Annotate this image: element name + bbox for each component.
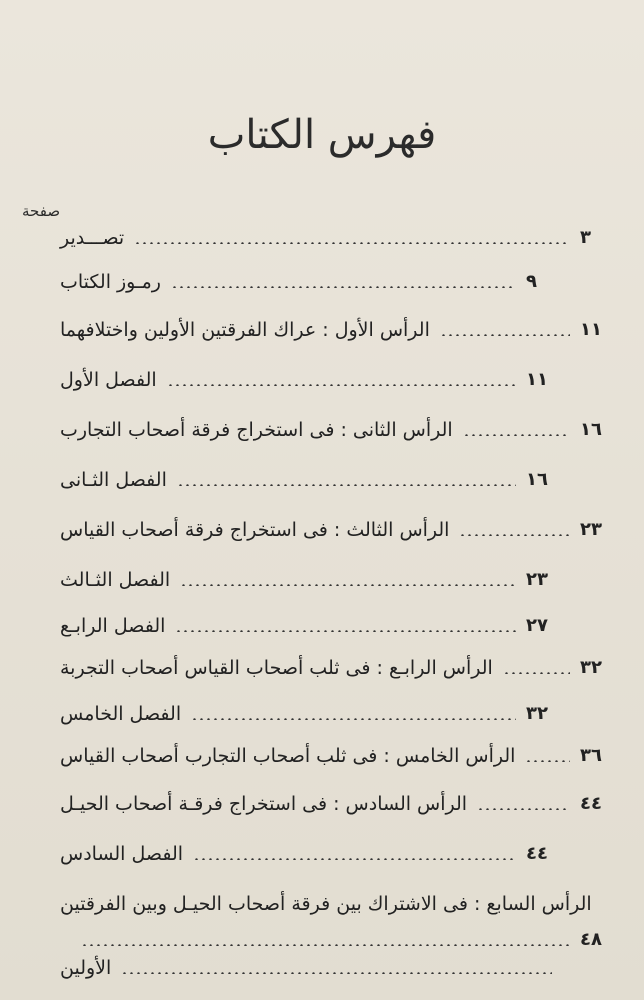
dot-leader [134,242,570,244]
toc-entry-title: الرأس السادس : فى استخراج فرقـة أصحاب الحيـل [60,792,468,815]
dot-leader [459,534,570,536]
toc-entry-page: ٢٣ [580,519,602,541]
toc-entry [60,648,616,688]
dot-leader [175,630,516,632]
toc-entry-page: ٣ [580,227,591,249]
dot-leader [121,972,552,974]
toc-entry [60,694,562,734]
toc-entry-title: تصـــدير [60,226,125,249]
dot-leader [525,760,570,762]
toc-entry [60,736,616,776]
toc-entry-page: ١١ [526,369,548,391]
dot-leader [193,858,516,860]
toc-entry [60,784,616,824]
toc-entry [60,360,562,400]
toc-entry-title: الرأس الخامس : فى ثلب أصحاب التجارب أصحاب القياس [60,744,516,767]
dot-leader [171,286,516,288]
toc-entry-title: الفصل الثـالث [60,568,171,591]
toc-entry-page: ٩ [526,271,537,293]
toc-entry [60,560,562,600]
toc-entry-title: الفصل الثـانى [60,468,167,491]
toc-entry-title: الأولين [60,956,112,979]
toc-entry-title: الرأس الأول : عراك الفرقتين الأولين واختلافهما [60,318,430,341]
dot-leader [503,672,570,674]
toc-entry [60,510,616,550]
toc-entry-page: ٤٤ [526,843,548,865]
toc-entry-page: ٣٢ [580,657,602,679]
toc-entry-page: ٢٣ [526,569,548,591]
toc-entry-title: الفصل السادس [60,842,184,865]
toc-entry-second-line [60,948,562,988]
dot-leader [81,944,570,946]
toc-entry [60,606,562,646]
toc-entry-title: الفصل الرابـع [60,614,166,637]
toc-entry [60,460,562,500]
toc-entry-title: الرأس الثالث : فى استخراج فرقة أصحاب القياس [60,518,450,541]
toc-entry-page: ٣٢ [526,703,548,725]
toc-entry-page: ١٦ [526,469,548,491]
dot-leader [177,484,516,486]
toc-entry [60,834,562,874]
dot-leader [477,808,570,810]
toc-entry-page: ٣٦ [580,745,602,767]
toc-entry-title: رمـوز الكتاب [60,270,161,293]
toc-entry-page: ١١ [580,319,602,341]
dot-leader [191,718,516,720]
toc-entry-title: الرأس الثانى : فى استخراج فرقة أصحاب التجارب [60,418,453,441]
toc-entry-page: ١٦ [580,419,602,441]
toc-entry-title: الفصل الأول [60,368,157,391]
toc-entry-title: الرأس السابع : فى الاشتراك بين فرقة أصحاب الحيـل وبين الفرقتين [60,893,592,915]
toc-entry-title: الرأس الرابـع : فى ثلب أصحاب القياس أصحاب التجربة [60,656,493,679]
page-title: فهرس الكتاب [207,112,437,158]
dot-leader [463,434,570,436]
toc-entry [60,218,616,258]
dot-leader [167,384,516,386]
toc-entry [60,310,616,350]
toc-entry-page: ٤٤ [580,793,602,815]
toc-entry-page: ٤٨ [580,929,602,951]
dot-leader [440,334,570,336]
dot-leader [180,584,516,586]
toc-entry-first-line [60,884,616,924]
page-column-label: صفحة [22,202,61,220]
toc-entry [60,410,616,450]
toc-entry-title: الفصل الخامس [60,702,182,725]
toc-entry [60,262,562,302]
toc-entry-page: ٢٧ [526,615,548,637]
